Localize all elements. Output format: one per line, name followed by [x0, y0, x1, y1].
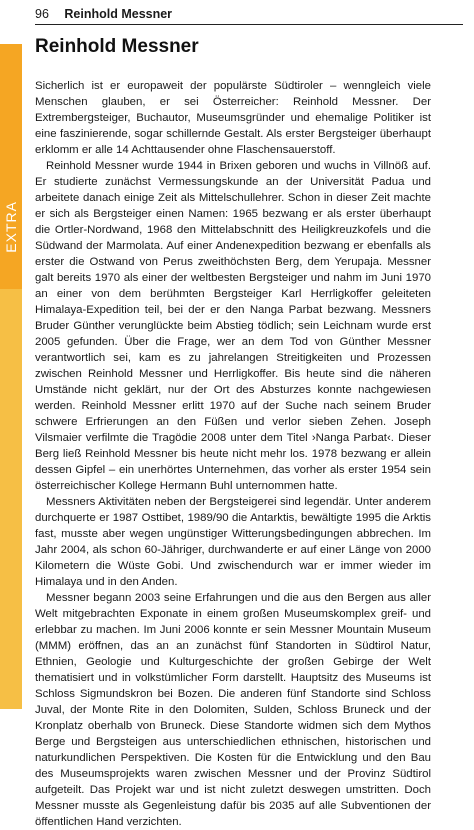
page-number: 96	[35, 7, 49, 21]
running-header	[35, 5, 463, 25]
sidebar-label	[0, 172, 22, 282]
paragraph-4: Messner begann 2003 seine Erfahrungen und die aus den Bergen aus aller Welt mitgebrachten Exponate in einem großen Museumskomplex greif- und erlebbar zu machen. Im Juni 2006 konnte er sein Messner Mountain Museum (MMM) eröffnen, das an an zunächst fünf Standorten in Südtirol Natur, Ethnien, Geologie und Kulturgeschichte der großen Gebirge der Welt thematisiert und in volkstümlicher Form darstellt. Hauptsitz des Museums ist Schloss Sigmundskron bei Bozen. Die anderen fünf Standorte sind Schloss Juval, der Monte Rite in den Dolomiten, Sulden, Schloss Bruneck und der Kronplatz oberhalb von Bruneck. Diese Standorte widmen sich dem Mythos Berge und Bergsteigen aus unterschiedlichen ethnischen, historischen und naturkundlichen Perspektiven. Die Kosten für die Entwicklung und den Bau des Museumsprojekts waren zwischen Messner und der Provinz Südtirol aufgeteilt. Das Projekt war und ist nicht zuletzt deswegen umstritten. Doch Messner musste als Gegenleistung dafür bis 2035 auf alle Subventionen der öffentlichen Hand verzichten.	[35, 592, 431, 828]
extra-sidebar-tab	[0, 44, 22, 709]
paragraph-2: Reinhold Messner wurde 1944 in Brixen geboren und wuchs in Villnöß auf. Er studierte zunächst Vermessungskunde an der Universität Padua und arbeitete danach einige Zeit als Mittelschullehrer. Schon in dieser Zeit machte er sich als Bergsteiger einen Namen: 1965 bezwang er als erster überhaupt die Ortler-Nordwand, 1968 den Mittelabschnitt des Heiligkreuzkofels und die Südwand der Marmolata. Auf einer Andenexpedition bezwang er ebenfalls als erster die Ostwand von Perus zweithöchsten Berg, dem Yerupaja. Messner galt bereits 1970 als einer der weltbesten Bergsteiger und nahm im Juni 1970 an einer von dem berühmten Bergsteiger Karl Herrligkoffer geleiteten Himalaya-Expedition teil, bei der er den Nanga Parbat bezwang. Messners Bruder Günther verunglückte beim Abstieg tödlich; sein Leichnam wurde erst 2005 gefunden. Über die Frage, wer an dem Tod von Günther Messner verantwortlich sei, kam es zu jahrelangen Streitigkeiten und Prozessen zwischen Reinhold Messner und Herrligkoffer. Bis heute sind die näheren Umstände nicht geklärt, nur der Ort des Absturzes konnte nachgewiesen werden. Reinhold Messner erlitt 1970 auf der Suche nach seinem Bruder schwere Erfrierungen an den Füßen und verlor sieben Zehen. Joseph Vilsmaier verfilmte die Tragödie 2008 unter dem Titel ›Nanga Parbat‹. Dieser Berg ließ Reinhold Messner bis heute nicht mehr los. 1978 bezwang er allein dessen Gipfel – ein unerhörtes Unternehmen, das vorher als erster 1954 sein österreichischer Kollege Hermann Buhl unternommen hatte.	[35, 160, 431, 492]
running-title: Reinhold Messner	[64, 7, 173, 21]
article-body	[35, 78, 431, 830]
paragraph-1: Sicherlich ist er europaweit der populärste Südtiroler – wenngleich viele Menschen glauben, er sei Österreicher: Reinhold Messner. Der Extrembergsteiger, Buchautor, Museumsgründer und ehemalige Politiker ist eine faszinierende, sogar schillernde Gestalt. Als erster Bergsteiger überhaupt erklomm er alle 14 Achttausender ohne Flaschensauerstoff.	[35, 80, 431, 156]
sidebar-label-text: EXTRA	[3, 201, 19, 253]
article-title: Reinhold Messner	[35, 36, 199, 57]
paragraph-3: Messners Aktivitäten neben der Bergsteigerei sind legendär. Unter anderem durchquerte er 1987 Osttibet, 1989/90 die Antarktis, bewältigte 1995 die Arktis fast, musste aber wegen ungünstiger Witterungsbedingungen abbrechen. Im Jahr 2004, als schon 60-Jähriger, durchwanderte er auf einer Länge von 2000 Kilometern die Wüste Gobi. Und zwischendurch war er immer wieder im Himalaya und in den Anden.	[35, 496, 431, 588]
